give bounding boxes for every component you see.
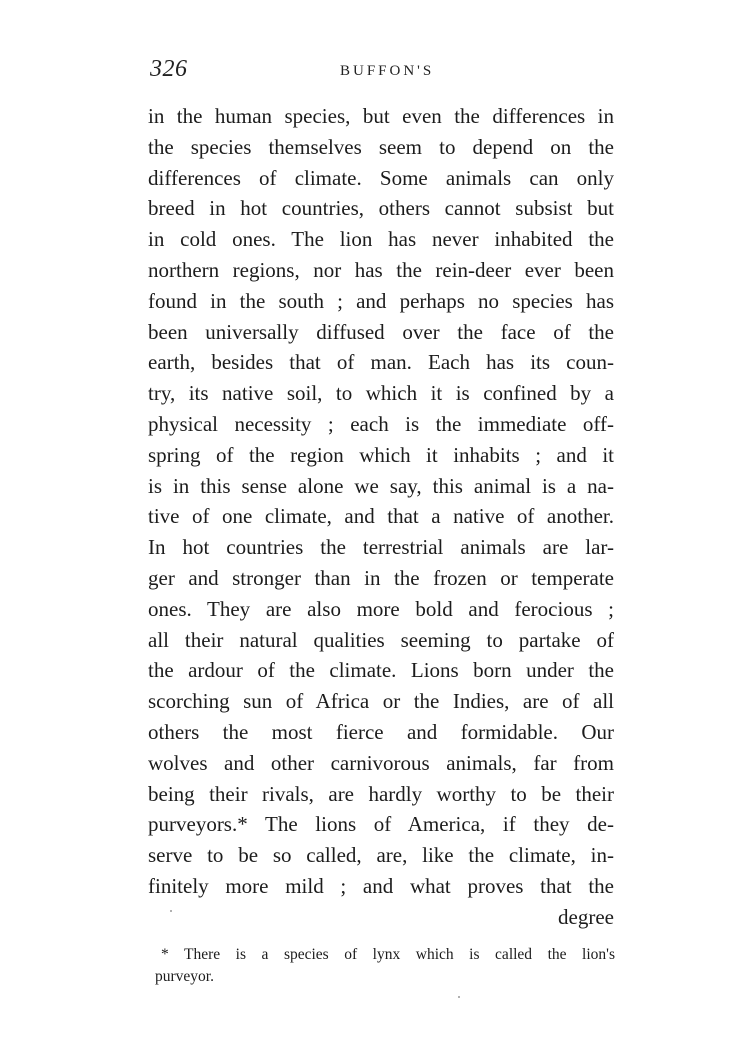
text-line: spring of the region which it inhabits ; and it — [148, 442, 614, 467]
page-number: 326 — [150, 56, 188, 82]
text-line: serve to be so called, are, like the climate, in- — [148, 843, 614, 868]
paper-speck — [170, 910, 172, 912]
text-line: differences of climate. Some animals can only — [148, 165, 614, 190]
body-text — [148, 101, 614, 933]
text-line: ger and stronger than in the frozen or temperate — [148, 565, 614, 590]
text-line: in cold ones. The lion has never inhabited the — [148, 227, 614, 252]
footnote-line: purveyor. — [155, 968, 214, 985]
text-line: the ardour of the climate. Lions born under the — [148, 658, 614, 683]
footnote — [155, 944, 615, 988]
catchword: degree — [558, 904, 614, 929]
text-line: in the human species, but even the differences in — [148, 104, 614, 128]
text-line: physical necessity ; each is the immediate off- — [148, 411, 614, 436]
text-line: scorching sun of Africa or the Indies, are of all — [148, 689, 614, 714]
text-line: northern regions, nor has the rein-deer ever been — [148, 257, 614, 282]
text-line: being their rivals, are hardly worthy to be their — [148, 781, 614, 806]
text-line: earth, besides that of man. Each has its coun- — [148, 350, 614, 375]
text-line: tive of one climate, and that a native of another. — [148, 504, 614, 529]
text-line: breed in hot countries, others cannot subsist but — [148, 196, 614, 221]
text-line: all their natural qualities seeming to partake of — [148, 627, 614, 652]
text-line: finitely more mild ; and what proves that the — [148, 873, 614, 898]
paper-speck — [458, 996, 460, 998]
page-header — [150, 56, 615, 90]
text-line: is in this sense alone we say, this animal is a na- — [148, 473, 614, 498]
text-line: the species themselves seem to depend on the — [148, 134, 614, 159]
text-line: wolves and other carnivorous animals, far from — [148, 750, 614, 775]
text-line: found in the south ; and perhaps no species has — [148, 288, 614, 313]
running-head: BUFFON'S — [340, 63, 435, 79]
text-line: others the most fierce and formidable. Our — [148, 719, 614, 744]
text-line: try, its native soil, to which it is confined by a — [148, 381, 614, 406]
text-line: ones. They are also more bold and ferocious ; — [148, 596, 614, 621]
text-line: In hot countries the terrestrial animals are lar- — [148, 535, 614, 560]
footnote-line: * There is a species of lynx which is called the lion's — [161, 946, 615, 963]
text-line: purveyors.* The lions of America, if they de- — [148, 812, 614, 837]
text-line: been universally diffused over the face of the — [148, 319, 614, 344]
